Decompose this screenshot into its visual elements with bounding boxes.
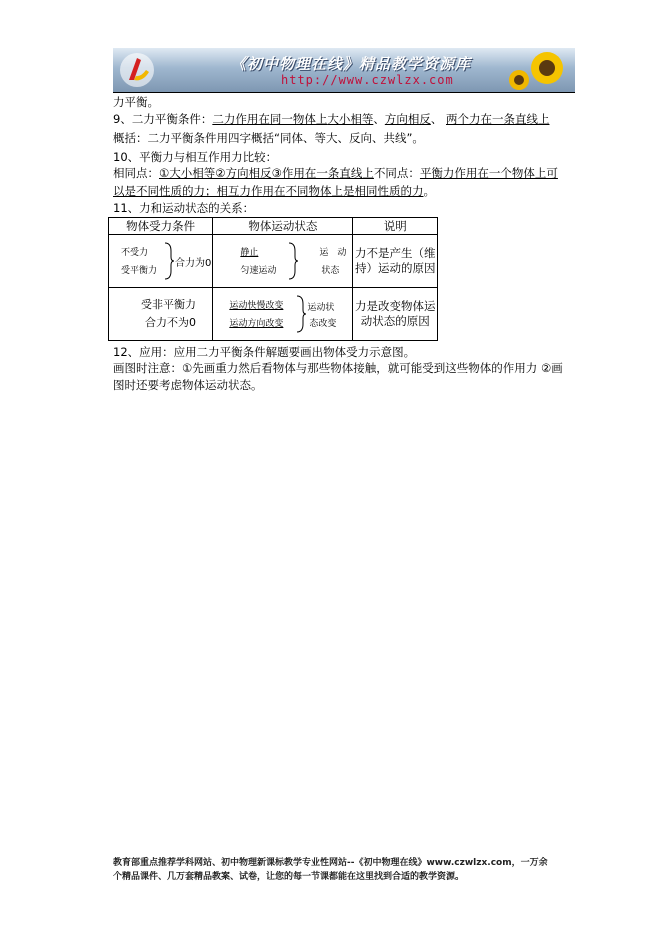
header-rule xyxy=(113,92,575,93)
condition-text: 两个力在一条直线上 xyxy=(445,112,550,126)
sunflower-icon xyxy=(501,48,571,92)
cell-text: 态改变 xyxy=(309,319,337,329)
separator: 、 xyxy=(430,112,443,126)
table-cell xyxy=(213,288,353,341)
table-cell xyxy=(109,288,213,341)
text-line: 12、应用：应用二力平衡条件解题要画出物体受力示意图。 xyxy=(113,345,416,359)
cell-text: 运动快慢改变 xyxy=(229,301,284,311)
comparison-line xyxy=(113,166,558,181)
section-heading: 11、力和运动状态的关系： xyxy=(113,201,255,215)
difference-text: 平衡力作用在一个物体上可 xyxy=(419,166,558,180)
cell-text: 运动状 xyxy=(307,303,335,313)
force-motion-table xyxy=(108,217,438,341)
text-line: 画图时注意：①先画重力然后看物体与那些物体接触，就可能受到这些物体的作用力 ②画 xyxy=(113,361,563,375)
banner-url: http://www.czwlzx.com xyxy=(281,73,454,87)
footer-line: 个精品课件、几万套精品教案、试卷，让您的每一节课都能在这里找到合适的教学资源。 xyxy=(113,872,465,882)
table-header: 物体受力条件 xyxy=(109,218,213,235)
balance-conditions-line xyxy=(113,112,549,127)
cell-text: 匀速运动 xyxy=(240,266,277,276)
condition-text: 方向相反 xyxy=(384,112,431,126)
comparison-line-cont xyxy=(113,184,435,199)
cell-text: 合力不为0 xyxy=(145,316,196,329)
table-header: 物体运动状态 xyxy=(213,218,353,235)
similarity-text: ①大小相等②方向相反③作用在一条直线上 xyxy=(159,166,374,180)
table-cell: 力不是产生（维持）运动的原因 xyxy=(353,235,438,288)
punctuation: 。 xyxy=(423,184,435,198)
condition-text: 大小相等 xyxy=(327,112,374,126)
label: 相同点： xyxy=(113,166,159,180)
cell-text: 静止 xyxy=(240,248,259,258)
brace-icon xyxy=(295,294,307,334)
cell-text: 不受力 xyxy=(121,248,149,258)
table-cell xyxy=(213,235,353,288)
text-line: 图时还要考虑物体运动状态。 xyxy=(113,378,263,392)
text-line: 力平衡。 xyxy=(113,95,159,109)
condition-text: 二力作用在同一物体上 xyxy=(212,112,328,126)
brace-icon xyxy=(163,241,175,281)
cell-text: 合力为0 xyxy=(175,258,212,269)
table-row xyxy=(109,235,438,288)
site-logo-icon xyxy=(117,50,157,90)
table-row xyxy=(109,288,438,341)
cell-text: 受非平衡力 xyxy=(141,298,196,311)
table-header-row xyxy=(109,218,438,235)
brace-icon xyxy=(287,241,299,281)
section-label: 9、二力平衡条件： xyxy=(113,112,213,126)
table-cell: 力是改变物体运动状态的原因 xyxy=(353,288,438,341)
table-cell xyxy=(109,235,213,288)
cell-text: 运动方向改变 xyxy=(229,319,284,329)
page-footer xyxy=(113,856,575,884)
footer-line: 教育部重点推荐学科网站、初中物理新课标教学专业性网站--《初中物理在线》www.czwlzx.com，一万余 xyxy=(113,858,548,868)
summary-line: 概括：二力平衡条件用四字概括“同体、等大、反向、共线”。 xyxy=(113,131,424,145)
cell-text: 运 动 xyxy=(319,248,347,258)
header-banner xyxy=(113,48,575,92)
banner-title: 《初中物理在线》精品教学资源库 xyxy=(231,55,472,73)
table-header: 说明 xyxy=(353,218,438,235)
separator: 、 xyxy=(373,112,385,126)
section-heading: 10、平衡力与相互作用力比较： xyxy=(113,150,278,164)
cell-text: 状态 xyxy=(321,266,340,276)
label: 不同点： xyxy=(373,166,420,180)
cell-text: 受平衡力 xyxy=(121,266,158,276)
difference-text: 以是不同性质的力；相互力作用在不同物体上是相同性质的力 xyxy=(113,184,424,198)
